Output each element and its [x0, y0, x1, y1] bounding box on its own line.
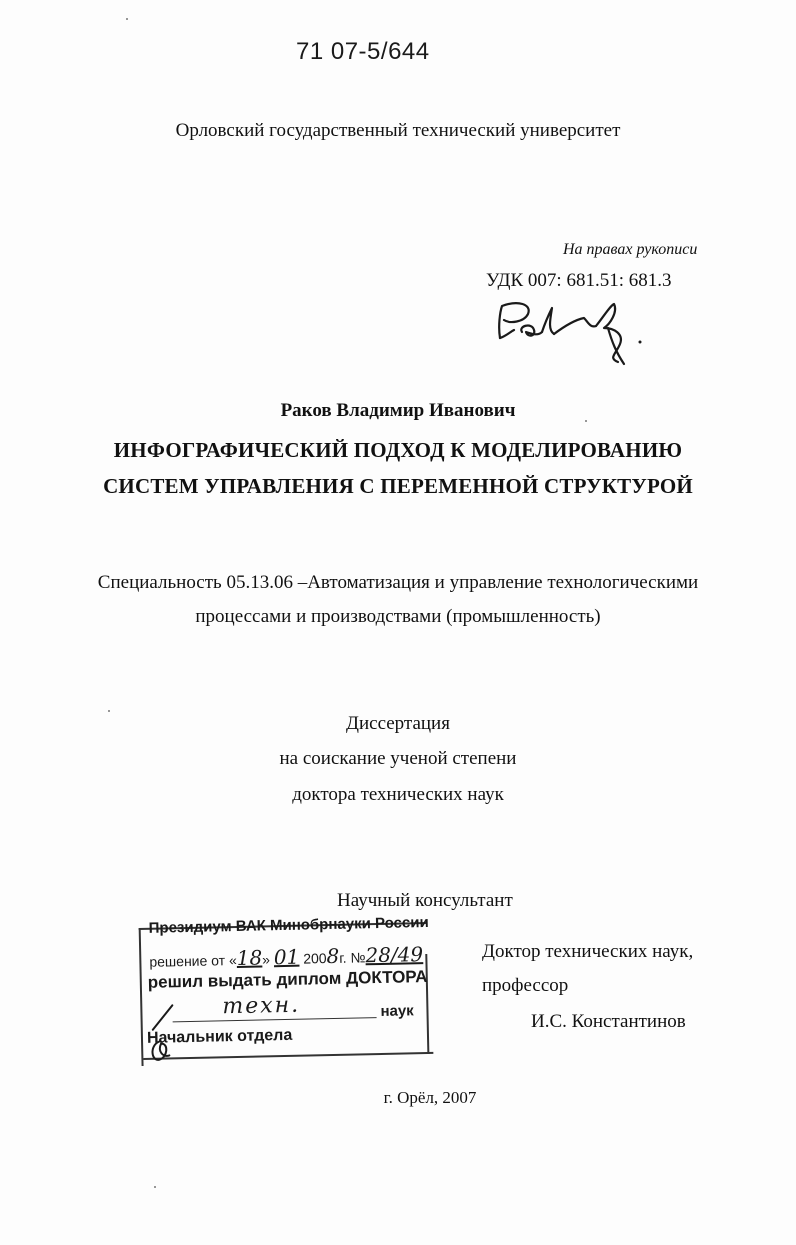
scan-speck — [108, 710, 110, 712]
dissertation-line3: доктора технических наук — [292, 784, 504, 805]
author-name: Раков Владимир Иванович — [280, 400, 516, 421]
author-signature — [492, 298, 652, 368]
stamp-line5: Начальник отдела — [146, 1026, 293, 1047]
vak-stamp — [134, 912, 433, 1068]
stamp-line4-suffix: наук — [380, 1002, 414, 1020]
stamp-month: 01 — [273, 944, 300, 970]
city-year: г. Орёл, 2007 — [383, 1088, 477, 1107]
stamp-decision-mid: » — [262, 951, 271, 968]
archive-code: 71 07-5/644 — [296, 38, 430, 65]
scan-speck — [126, 18, 128, 20]
advisor-name: И.С. Константинов — [531, 1011, 686, 1032]
specialty-line2: процессами и производствами (промышленность) — [195, 606, 601, 627]
stamp-line1: Президиум ВАК Минобрнауки России — [148, 913, 429, 937]
advisor-degree: Доктор технических наук, — [482, 941, 694, 962]
scan-speck — [585, 420, 587, 422]
stamp-day: 18 — [236, 945, 263, 970]
consultant-label: Научный консультант — [337, 890, 513, 911]
thesis-title-line1: ИНФОГРАФИЧЕСКИЙ ПОДХОД К МОДЕЛИРОВАНИЮ — [113, 438, 683, 462]
dissertation-line2: на соискание ученой степени — [279, 748, 517, 769]
rights-note: На правах рукописи — [563, 241, 698, 258]
thesis-title-line2: СИСТЕМ УПРАВЛЕНИЯ С ПЕРЕМЕННОЙ СТРУКТУРОЙ — [103, 474, 693, 498]
stamp-signature — [144, 1001, 185, 1066]
dissertation-line1: Диссертация — [346, 713, 450, 734]
stamp-line3: решил выдать диплом ДОКТОРА — [147, 966, 428, 992]
university-name: Орловский государственный технический университет — [175, 120, 621, 141]
udc-code: УДК 007: 681.51: 681.3 — [486, 270, 672, 291]
stamp-decision-prefix: решение от « — [149, 951, 237, 970]
specialty-line1: Специальность 05.13.06 –Автоматизация и управление технологическими — [97, 572, 699, 593]
advisor-title: профессор — [482, 975, 569, 996]
stamp-number-label: г. № — [339, 949, 366, 966]
stamp-year-prefix: 200 — [303, 950, 327, 967]
stamp-field-handwritten: техн. — [222, 992, 301, 1020]
stamp-number: 28/49 — [365, 942, 424, 968]
scan-speck — [154, 1186, 156, 1188]
stamp-year-digit: 8 — [326, 943, 340, 969]
